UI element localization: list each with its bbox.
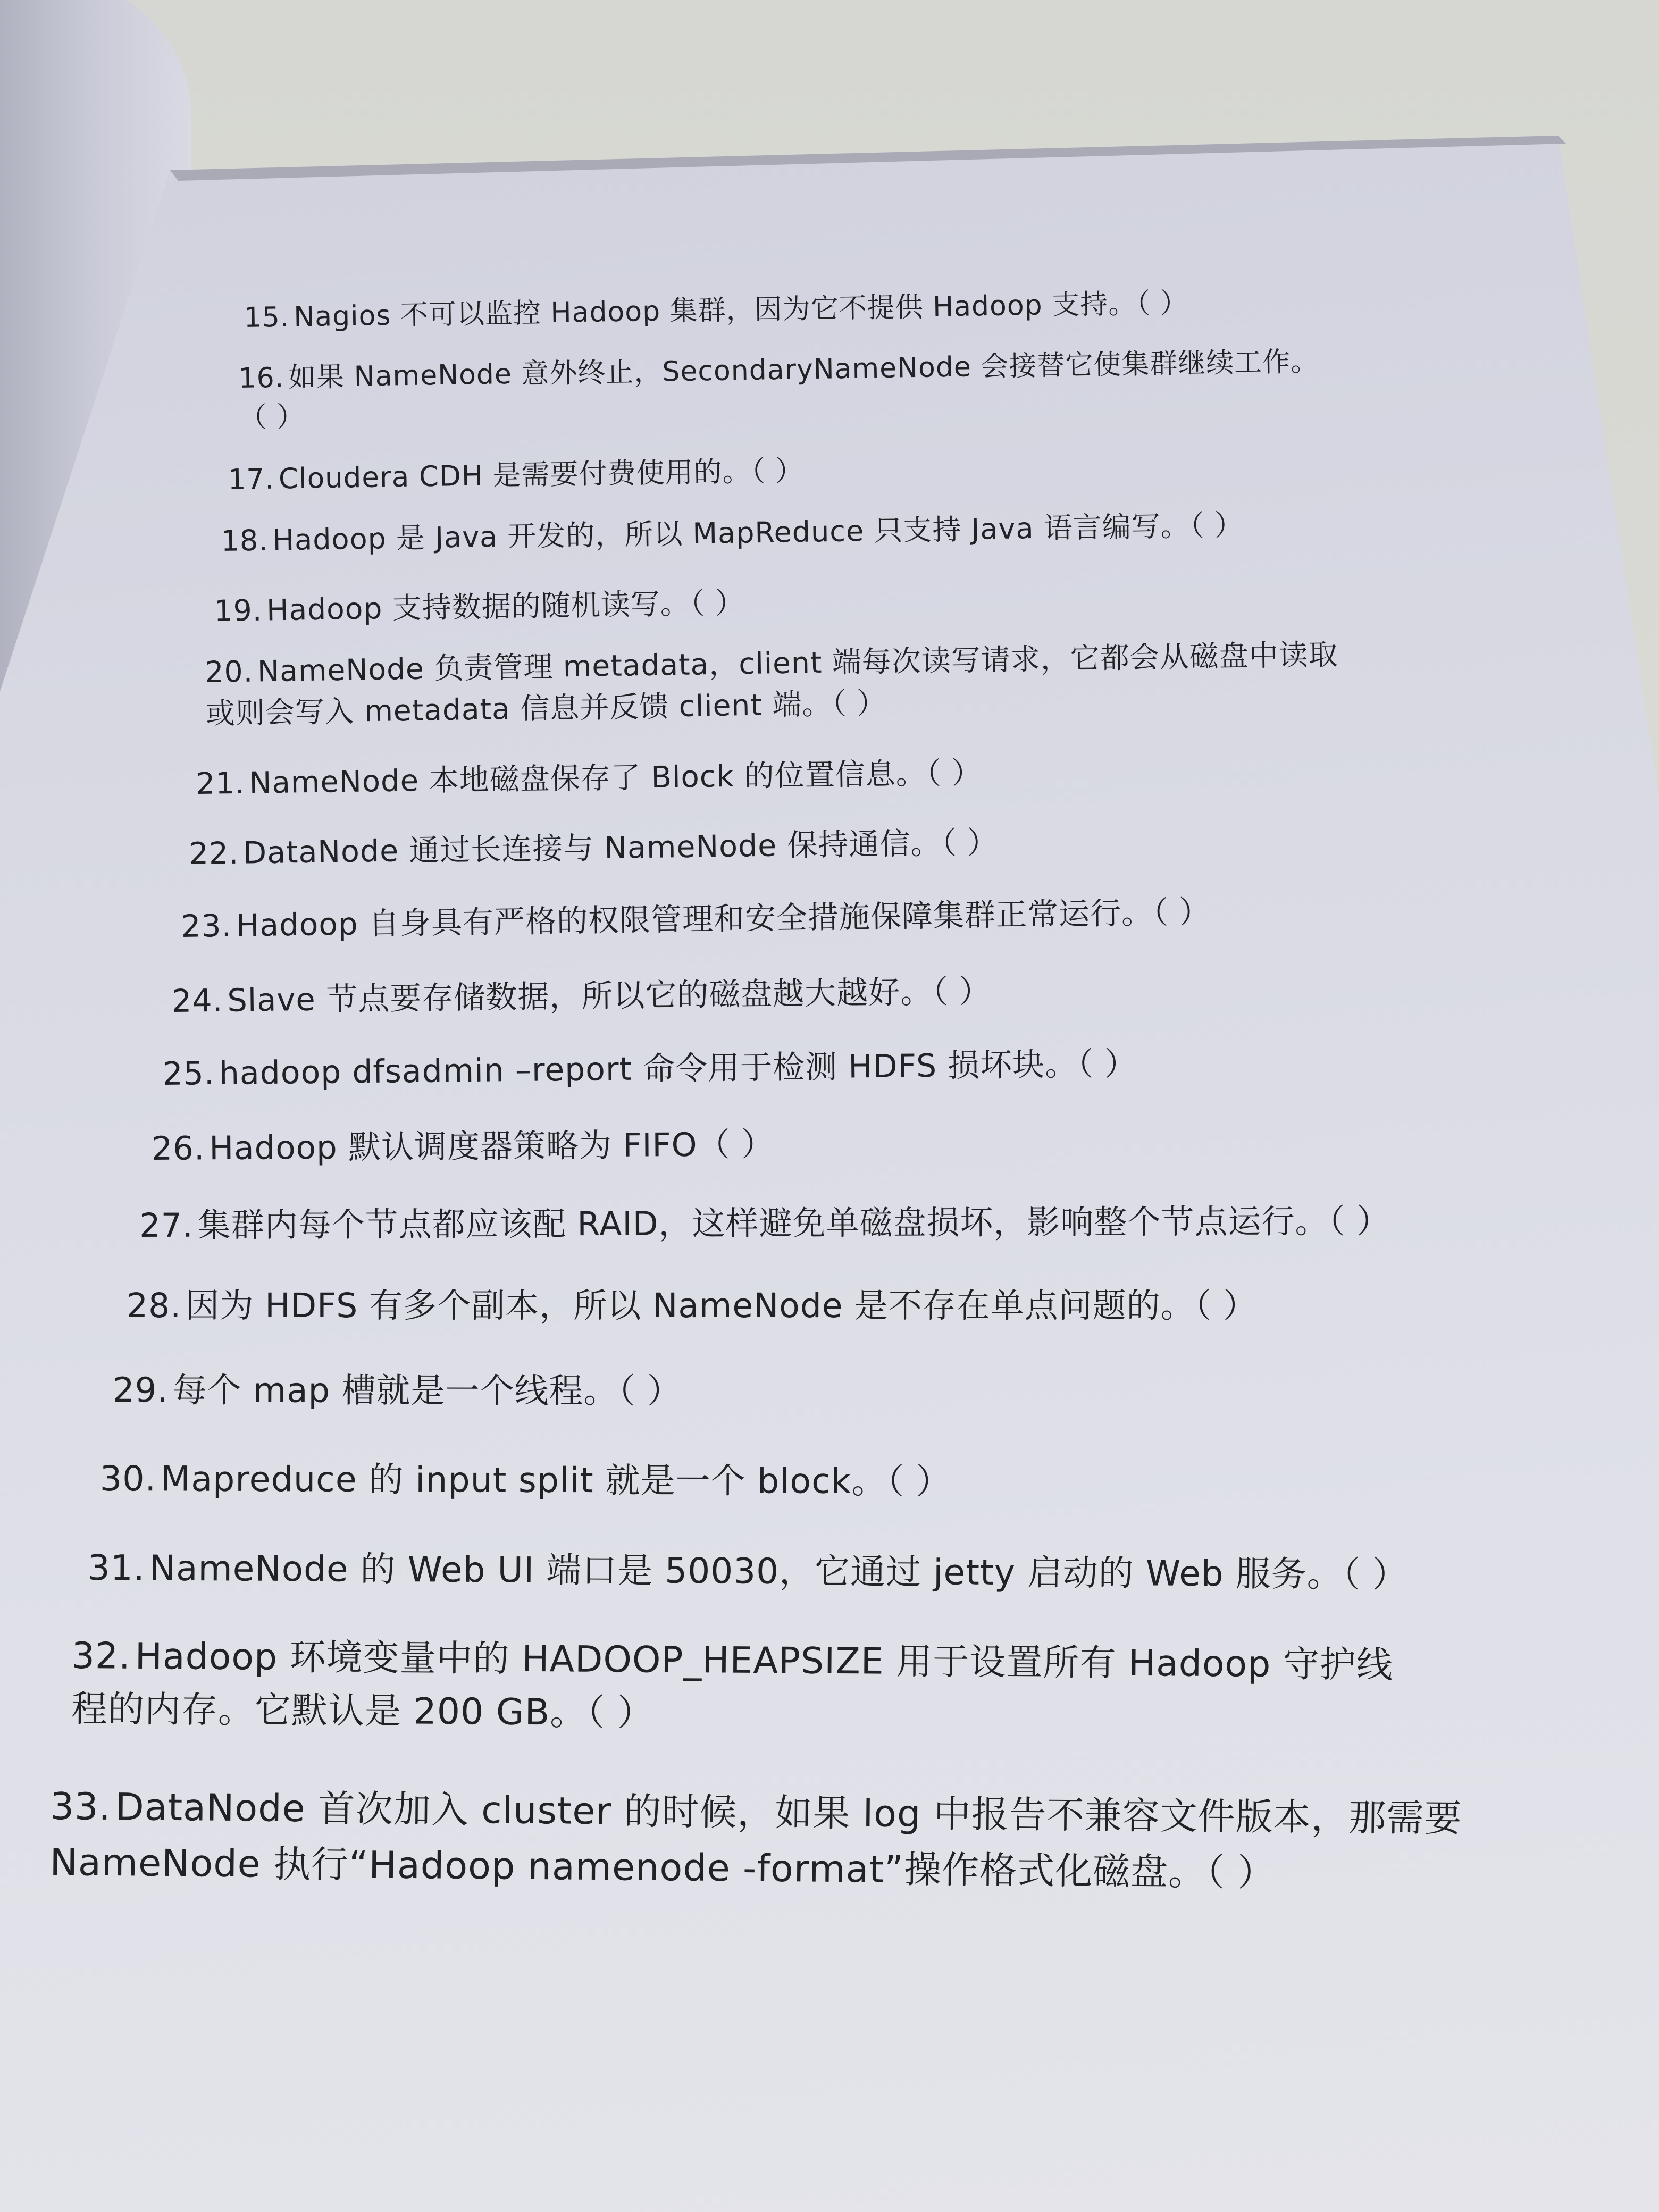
question-number: 30.	[99, 1459, 157, 1499]
question-29	[113, 1363, 682, 1413]
question-number: 24.	[171, 982, 223, 1019]
question-text-continuation: （ ）	[239, 401, 305, 434]
question-text: Hadoop 支持数据的随机读写。（ ）	[266, 585, 745, 627]
question-text: DataNode 首次加入 cluster 的时候，如果 log 中报告不兼容文件版本，那需要	[115, 1785, 1462, 1841]
question-number: 29.	[112, 1371, 169, 1411]
question-text: Cloudera CDH 是需要付费使用的。（ ）	[278, 454, 805, 496]
question-number: 22.	[189, 835, 239, 872]
question-number: 31.	[87, 1547, 145, 1589]
question-text: Hadoop 是 Java 开发的，所以 MapReduce 只支持 Java 语言编写。（ ）	[272, 508, 1244, 557]
question-text-continuation: 程的内存。它默认是 200 GB。（ ）	[71, 1688, 655, 1735]
question-text: NameNode 本地磁盘保存了 Block 的位置信息。（ ）	[249, 756, 983, 801]
question-32	[71, 1630, 1394, 1745]
question-number: 21.	[196, 766, 246, 801]
question-text: Hadoop 默认调度器策略为 FIFO（ ）	[209, 1125, 775, 1168]
question-number: 16.	[238, 362, 284, 395]
question-number: 26.	[152, 1129, 205, 1168]
question-18	[221, 502, 1244, 559]
question-text: 因为 HDFS 有多个副本，所以 NameNode 是不存在单点问题的。（ ）	[186, 1286, 1258, 1325]
question-27	[139, 1195, 1390, 1246]
question-text-continuation: 或则会写入 metadata 信息并反馈 client 端。（ ）	[205, 685, 887, 731]
question-text: 集群内每个节点都应该配 RAID，这样避免单磁盘损坏，影响整个节点运行。（ ）	[197, 1201, 1390, 1245]
question-number: 27.	[139, 1205, 194, 1245]
question-number: 17.	[228, 463, 275, 496]
question-text: hadoop dfsadmin –report 命令用于检测 HDFS 损坏块。（ ）	[219, 1045, 1137, 1092]
question-text: NameNode 的 Web UI 端口是 50030，它通过 jetty 启动的 Web 服务。（ ）	[149, 1547, 1408, 1595]
question-26	[152, 1119, 774, 1169]
question-30	[100, 1451, 951, 1504]
question-25	[162, 1038, 1137, 1094]
question-number: 33.	[50, 1784, 112, 1829]
question-16	[238, 342, 1320, 438]
question-text: Nagios 不可以监控 Hadoop 集群，因为它不提供 Hadoop 支持。（ ）	[293, 287, 1189, 333]
question-number: 23.	[181, 907, 232, 944]
question-text: NameNode 负责管理 metadata，client 端每次读写请求，它都会从磁盘中读取	[257, 637, 1339, 689]
question-number: 28.	[127, 1286, 182, 1325]
question-number: 19.	[214, 593, 263, 628]
question-28	[127, 1279, 1257, 1327]
question-22	[189, 818, 998, 873]
question-text: Mapreduce 的 input split 就是一个 block。（ ）	[161, 1459, 951, 1502]
question-text-continuation: NameNode 执行“Hadoop namenode -format”操作格式化磁盘。（ ）	[49, 1840, 1276, 1895]
question-number: 18.	[221, 523, 269, 558]
question-31	[88, 1539, 1408, 1597]
question-text: 每个 map 槽就是一个线程。（ ）	[172, 1371, 682, 1411]
question-text: DataNode 通过长连接与 NameNode 保持通信。（ ）	[242, 825, 999, 871]
question-text: Hadoop 环境变量中的 HADOOP_HEAPSIZE 用于设置所有 Hadoop 守护线	[135, 1635, 1394, 1687]
question-number: 25.	[162, 1054, 215, 1093]
question-17	[228, 448, 804, 498]
question-20	[205, 634, 1339, 734]
question-23	[181, 887, 1211, 946]
question-19	[214, 579, 745, 630]
question-number: 32.	[71, 1635, 131, 1678]
question-text: 如果 NameNode 意外终止，SecondaryNameNode 会接替它使集群继续工作。	[288, 346, 1319, 394]
question-21	[196, 749, 982, 803]
question-text: Slave 节点要存储数据，所以它的磁盘越大越好。（ ）	[227, 973, 991, 1019]
question-15	[244, 280, 1188, 335]
question-number: 15.	[244, 301, 290, 334]
question-33	[49, 1779, 1462, 1903]
question-number: 20.	[205, 654, 254, 689]
question-text: Hadoop 自身具有严格的权限管理和安全措施保障集群正常运行。（ ）	[236, 893, 1211, 944]
question-24	[171, 966, 991, 1021]
